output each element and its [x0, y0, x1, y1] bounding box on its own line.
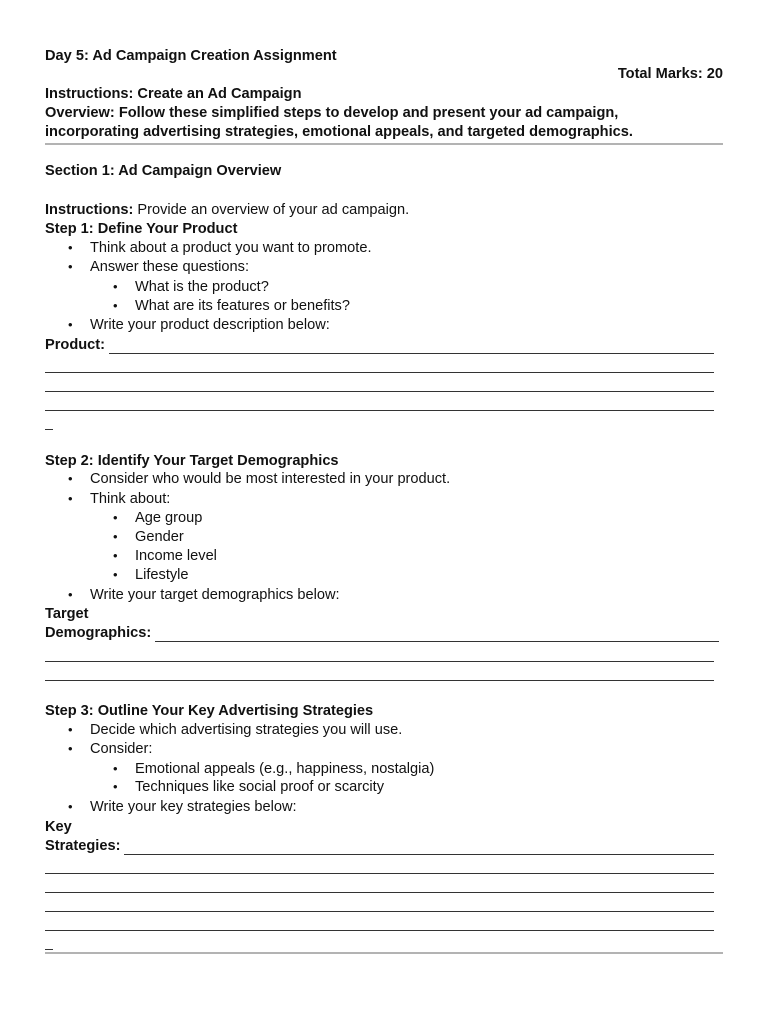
- list-item: • Techniques like social proof or scarcity: [113, 779, 385, 795]
- demographics-field[interactable]: [45, 624, 719, 642]
- footer-divider: [45, 952, 723, 954]
- product-input-line[interactable]: [45, 393, 714, 411]
- demographics-field-label: Demographics:: [45, 625, 152, 641]
- list-item: • Age group: [113, 510, 203, 526]
- list-item: • Emotional appeals (e.g., happiness, nostalgia): [113, 761, 435, 777]
- list-item: • Think about:: [68, 491, 171, 507]
- product-input-line[interactable]: [45, 355, 714, 373]
- step-2-title: Step 2: Identify Your Target Demographics: [45, 453, 339, 469]
- assignment-title: Day 5: Ad Campaign Creation Assignment: [45, 48, 337, 64]
- list-item: • Decide which advertising strategies you will use.: [68, 722, 403, 738]
- strategies-input-line[interactable]: [124, 837, 714, 855]
- step-1-title: Step 1: Define Your Product: [45, 221, 238, 237]
- product-input-line-end[interactable]: [45, 412, 53, 430]
- section-1-instructions: [45, 201, 409, 219]
- strategies-input-line[interactable]: [45, 894, 714, 912]
- list-item: • Income level: [113, 548, 217, 564]
- product-field[interactable]: [45, 336, 714, 354]
- product-field-label: Product:: [45, 337, 105, 353]
- strategies-field[interactable]: [45, 837, 714, 855]
- strategies-field-label-line-1: Key: [45, 819, 72, 835]
- list-item: • Consider who would be most interested in your product.: [68, 471, 451, 487]
- list-item: • What are its features or benefits?: [113, 298, 350, 314]
- total-marks: Total Marks: 20: [617, 66, 723, 82]
- demographics-input-line[interactable]: [155, 624, 719, 642]
- list-item: • Gender: [113, 529, 184, 545]
- strategies-input-line[interactable]: [45, 913, 714, 931]
- section-1-title: Section 1: Ad Campaign Overview: [45, 163, 282, 179]
- section-1-instructions-label: Instructions:: [45, 202, 134, 218]
- overview-line-2: incorporating advertising strategies, emotional appeals, and targeted demographics.: [45, 124, 633, 140]
- section-1-instructions-text: Provide an overview of your ad campaign.: [133, 202, 410, 218]
- list-item: • Consider:: [68, 741, 153, 757]
- step-3-title: Step 3: Outline Your Key Advertising Strategies: [45, 703, 374, 719]
- overview-line-1: Overview: Follow these simplified steps to develop and present your ad campaign,: [45, 105, 619, 121]
- strategies-input-line[interactable]: [45, 856, 714, 874]
- strategies-field-label: Strategies:: [45, 838, 121, 854]
- demographics-field-label-line-1: Target: [45, 606, 89, 622]
- list-item: • Write your target demographics below:: [68, 587, 340, 603]
- list-item: • Write your product description below:: [68, 317, 330, 333]
- header-divider: [45, 143, 723, 145]
- strategies-input-line-end[interactable]: [45, 932, 53, 950]
- instructions-heading: Instructions: Create an Ad Campaign: [45, 86, 302, 102]
- list-item: • Lifestyle: [113, 567, 189, 583]
- product-input-line[interactable]: [45, 374, 714, 392]
- list-item: • Answer these questions:: [68, 259, 249, 275]
- product-input-line[interactable]: [109, 336, 714, 354]
- list-item: • What is the product?: [113, 279, 269, 295]
- demographics-input-line[interactable]: [45, 663, 714, 681]
- list-item: • Think about a product you want to promote.: [68, 240, 372, 256]
- list-item: • Write your key strategies below:: [68, 799, 297, 815]
- strategies-input-line[interactable]: [45, 875, 714, 893]
- demographics-input-line[interactable]: [45, 644, 714, 662]
